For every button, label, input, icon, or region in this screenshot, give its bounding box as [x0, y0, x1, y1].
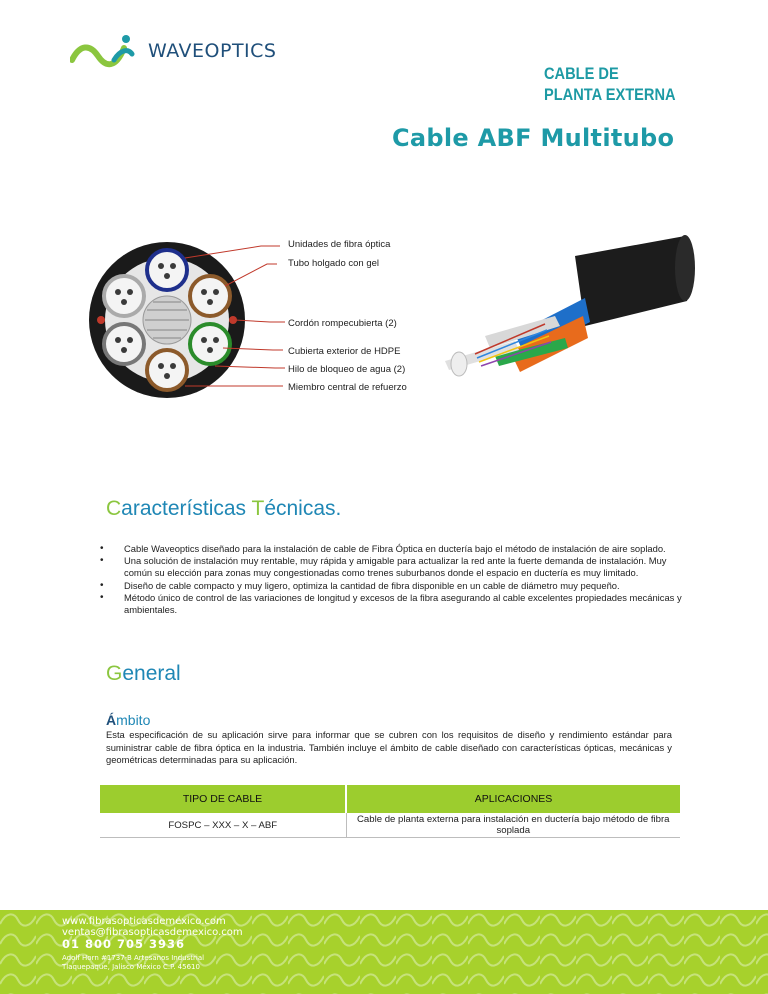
category-line-2: PLANTA EXTERNA — [544, 85, 676, 104]
footer-address-line-2: Tlaquepaque, Jalisco México C.P. 45610 — [62, 963, 200, 971]
title-initial-g: G — [106, 662, 123, 685]
callout-fiber-units: Unidades de fibra óptica — [288, 239, 391, 250]
list-item: • Cable Waveoptics diseñado para la instalación de cable de Fibra Óptica en ductería bajo el método de instalación de aire soplado. — [110, 543, 682, 555]
callout-hdpe-jacket: Cubierta exterior de HDPE — [288, 346, 401, 357]
document-category — [544, 63, 676, 105]
subsection-title-scope — [106, 712, 150, 728]
brand-name: WAVEOPTICS — [148, 40, 277, 62]
callout-ripcord: Cordón rompecubierta (2) — [288, 318, 397, 329]
cable-type-table — [100, 785, 680, 838]
subtitle-rest: mbito — [116, 712, 151, 728]
category-line-1: CABLE DE — [544, 64, 619, 83]
section-title-general — [106, 662, 181, 686]
list-item: • Una solución de instalación muy rentable, muy rápida y amigable para actualizar la red ante la fuerte demanda de instalación. Muy común su elección para zonas muy congestionadas como trenes suburbanos donde el espacio en ductería es muy limitado. — [110, 555, 682, 579]
technical-features-list — [100, 543, 682, 616]
title-part-a: aracterísticas — [121, 497, 252, 520]
callout-water-blocking-yarn: Hilo de bloqueo de agua (2) — [288, 364, 406, 375]
title-rest: eneral — [122, 662, 181, 685]
footer-email[interactable]: ventas@fibrasopticasdemexico.com — [62, 927, 243, 938]
title-part-b: écnicas. — [264, 497, 342, 520]
header-cable-type: TIPO DE CABLE — [100, 785, 346, 813]
page-title: Cable ABF Multitubo — [392, 124, 675, 152]
cable-figure — [85, 226, 705, 426]
callout-loose-tube: Tubo holgado con gel — [288, 258, 380, 269]
footer-band — [0, 910, 768, 994]
subtitle-initial: Á — [106, 712, 117, 728]
header-applications: APLICACIONES — [346, 785, 680, 813]
list-item: • Diseño de cable compacto y muy ligero, optimiza la cantidad de fibra disponible en un cable de diámetro muy pequeño. — [110, 580, 682, 592]
cell-application: Cable de planta externa para instalación en ductería bajo método de fibra soplada — [346, 813, 680, 838]
title-initial-t: T — [251, 497, 265, 520]
section-title-technical — [106, 497, 341, 521]
scope-paragraph: Esta especificación de su aplicación sirve para informar que se cubren con los requisitos de diseño y rendimiento estándar para suministrar cable de fibra óptica en la industria. También incluye el ámbito de cable diseñado con características ópticas, mecánicas y geométricas determinadas para su aplicación. — [106, 729, 672, 766]
callout-central-strength-member: Miembro central de refuerzo — [288, 382, 407, 393]
footer-phone: 01 800 705 3936 — [62, 937, 186, 951]
title-initial-c: C — [106, 497, 122, 520]
footer-address-line-1: Adolf Horn #1737-B Artesanos Industrial — [62, 954, 205, 962]
table-row — [100, 813, 680, 838]
table-header-row — [100, 785, 680, 813]
footer-website[interactable]: www.fibrasopticasdemexico.com — [62, 916, 226, 927]
list-item: • Método único de control de las variaciones de longitud y excesos de la fibra asegurando al cable excelentes propiedades mecánicas y ambientales. — [110, 592, 682, 616]
cell-cable-type: FOSPC – XXX – X – ABF — [100, 813, 346, 838]
